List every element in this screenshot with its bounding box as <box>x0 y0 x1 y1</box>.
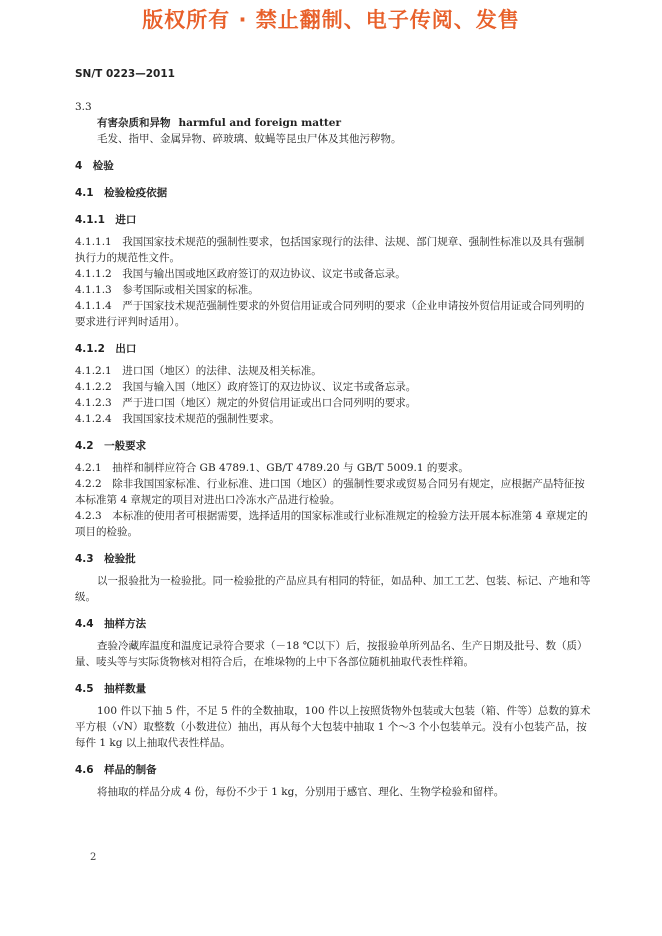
section-4-1-2-heading: 4.1.2 出口 <box>75 343 137 355</box>
document-body <box>75 99 591 800</box>
section-4-heading: 4 检验 <box>75 160 114 172</box>
clause-4-1-2-1: 4.1.2.1 进口国（地区）的法律、法规及相关标准。 <box>75 365 322 377</box>
clause-4-2-2: 4.2.2 除非我国国家标准、行业标准、进口国（地区）的强制性要求或贸易合同另有规定，应根据产品特征按本标准第 4 章规定的项目对进出口冷冻水产品进行检验。 <box>75 478 585 506</box>
section-4-4-text: 查验冷藏库温度和温度记录符合要求（－18 ℃以下）后，按报验单所列品名、生产日期及批号、数（质）量、唛头等与实际货物核对相符合后，在堆垛物的上中下各部位随机抽取代表性样箱。 <box>75 640 588 668</box>
clause-4-1-2-3: 4.1.2.3 严于进口国（地区）规定的外贸信用证或出口合同列明的要求。 <box>75 397 417 409</box>
section-4-1-heading: 4.1 检验检疫依据 <box>75 187 168 199</box>
section-4-2-heading: 4.2 一般要求 <box>75 440 147 452</box>
copyright-watermark: 版权所有 · 禁止翻制、电子传阅、发售 <box>142 8 520 32</box>
clause-4-1-2-2: 4.1.2.2 我国与输入国（地区）政府签订的双边协议、议定书或备忘录。 <box>75 381 417 393</box>
section-4-1-1-heading: 4.1.1 进口 <box>75 214 137 226</box>
section-4-3-text: 以一报验批为一检验批。同一检验批的产品应具有相同的特征，如品种、加工工艺、包装、标记、产地和等级。 <box>75 575 591 603</box>
section-4-6-heading: 4.6 样品的制备 <box>75 764 157 776</box>
term-definition: 毛发、指甲、金属异物、碎玻璃、蚊蝇等昆虫尸体及其他污秽物。 <box>97 133 402 145</box>
clause-4-1-2-4: 4.1.2.4 我国国家技术规范的强制性要求。 <box>75 413 280 425</box>
section-4-5-heading: 4.5 抽样数量 <box>75 683 147 695</box>
section-4-3-heading: 4.3 检验批 <box>75 553 136 565</box>
clause-4-1-1-4: 4.1.1.4 严于国家技术规范强制性要求的外贸信用证或合同列明的要求（企业申请按外贸信用证或合同列明的要求进行评判时适用）。 <box>75 300 585 328</box>
term-chinese: 有害杂质和异物 <box>97 117 171 129</box>
term-english: harmful and foreign matter <box>178 117 341 129</box>
section-4-6-text: 将抽取的样品分成 4 份，每份不少于 1 kg，分别用于感官、理化、生物学检验和留样。 <box>97 786 505 798</box>
clause-4-1-1-2: 4.1.1.2 我国与输出国或地区政府签订的双边协议、议定书或备忘录。 <box>75 268 406 280</box>
clause-4-2-3: 4.2.3 本标准的使用者可根据需要，选择适用的国家标准或行业标准规定的检验方法开展本标准第 4 章规定的项目的检验。 <box>75 510 588 538</box>
clause-4-1-1-3: 4.1.1.3 参考国际或相关国家的标准。 <box>75 284 259 296</box>
section-3-3 <box>75 99 591 147</box>
clause-4-2-1: 4.2.1 抽样和制样应符合 GB 4789.1、GB/T 4789.20 与 GB/T 5009.1 的要求。 <box>75 462 469 474</box>
standard-code: SN/T 0223—2011 <box>75 68 175 80</box>
page-number: 2 <box>90 852 97 863</box>
section-4-5-text: 100 件以下抽 5 件，不足 5 件的全数抽取，100 件以上按照货物外包装或大包装（箱、件等）总数的算术平方根（√N）取整数（小数进位）抽出，再从每个大包装中抽取 1 个～3 个小包装单元。没有小包装产品，按每件 1 kg 以上抽取代表性样品。 <box>75 705 591 749</box>
section-4-4-heading: 4.4 抽样方法 <box>75 618 147 630</box>
clause-4-1-1-1: 4.1.1.1 我国国家技术规范的强制性要求，包括国家现行的法律、法规、部门规章、强制性标准以及具有强制执行力的规范性文件。 <box>75 236 585 264</box>
term-title <box>75 115 591 131</box>
section-number: 3.3 <box>75 101 92 113</box>
